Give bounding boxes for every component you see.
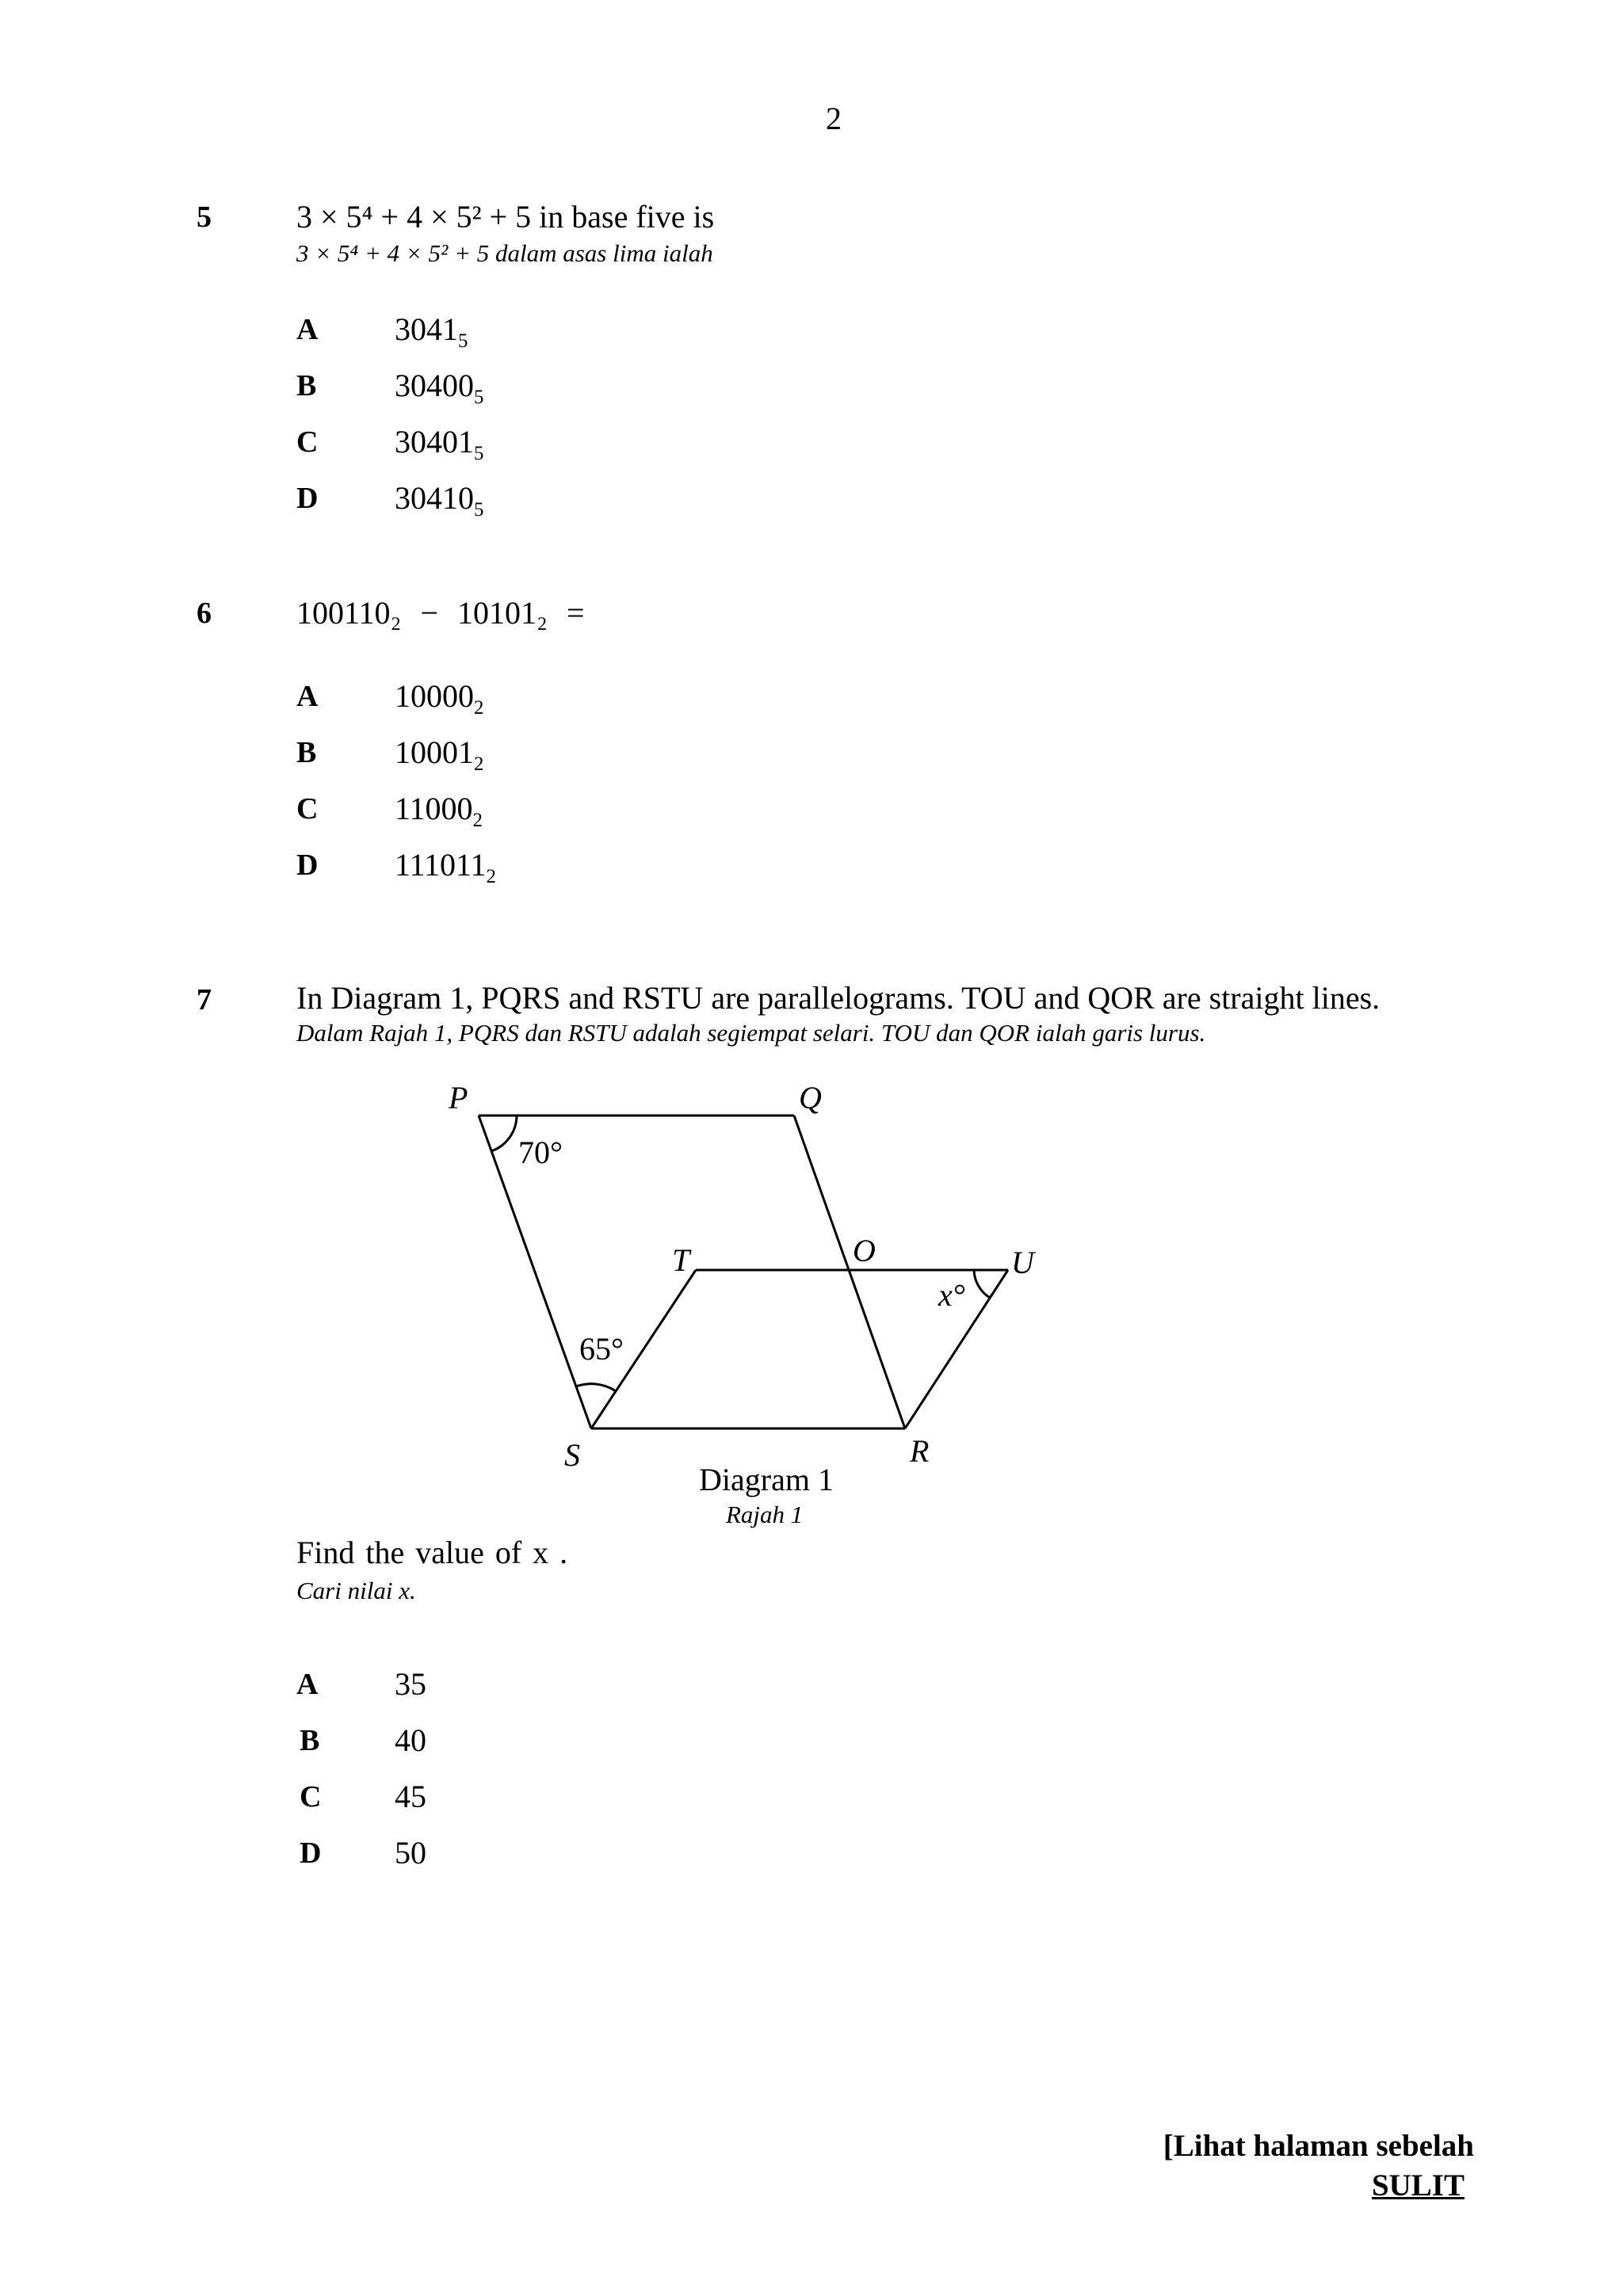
option-letter: D	[296, 482, 319, 515]
option-value: $30401_5$	[395, 424, 484, 464]
option-value: $30400_5$	[395, 368, 484, 408]
option-value: $30410_5$	[395, 480, 484, 521]
question-7-stem-en: In Diagram 1, PQRS and RSTU are parallelograms. TOU and QOR are straight lines.	[296, 980, 1381, 1016]
question-7-stem-ms: Dalam Rajah 1, PQRS dan RSTU adalah segiempat selari. TOU dan QOR ialah garis lurus.	[296, 1019, 1206, 1047]
option-value: $111011_2$	[395, 847, 496, 887]
footer-next-page: [Lihat halaman sebelah	[1163, 2129, 1474, 2163]
question-5-stem-ms: 3 × 5⁴ + 4 × 5² + 5 dalam asas lima ialah	[296, 239, 713, 267]
option-value: $10000_2$	[395, 678, 484, 719]
option-letter: C	[296, 792, 319, 826]
angle-label-p: 70°	[518, 1135, 563, 1170]
label-u: U	[1011, 1245, 1034, 1280]
question-6-number: 6	[197, 597, 212, 630]
label-s: S	[564, 1437, 580, 1473]
question-7-number: 7	[197, 983, 212, 1016]
option-letter: A	[296, 1668, 319, 1701]
option-value: $10001_2$	[395, 734, 484, 775]
question-6-stem: 100110₂ − 10101₂ =	[296, 595, 585, 631]
option-letter: A	[296, 680, 319, 713]
option-letter: D	[300, 1836, 322, 1870]
line-qor	[794, 1116, 905, 1428]
label-o: O	[853, 1233, 876, 1268]
option-letter: B	[300, 1724, 320, 1757]
question-5-stem-en: 3 × 5⁴ + 4 × 5² + 5 in base five is	[296, 199, 715, 235]
footer-classification: SULIT	[1371, 2168, 1465, 2203]
option-letter: A	[296, 313, 319, 346]
diagram-caption-ms: Rajah 1	[726, 1501, 804, 1528]
option-value: 40	[395, 1722, 426, 1758]
angle-label-s: 65°	[579, 1331, 624, 1367]
label-p: P	[449, 1080, 468, 1116]
label-r: R	[910, 1433, 930, 1469]
label-q: Q	[799, 1080, 822, 1116]
angle-arc-s	[576, 1384, 616, 1391]
option-value: $3041_5$	[395, 311, 468, 352]
question-7-prompt-en: Find the value of x .	[296, 1535, 568, 1570]
page-number: 2	[826, 101, 842, 136]
option-letter: C	[296, 425, 319, 459]
diagram-caption-en: Diagram 1	[699, 1462, 834, 1497]
option-letter: B	[296, 736, 317, 769]
angle-arc-u	[974, 1270, 990, 1298]
label-t: T	[672, 1242, 690, 1278]
option-value: $11000_2$	[395, 791, 483, 831]
option-value: 45	[395, 1779, 426, 1814]
question-7-prompt-ms: Cari nilai x.	[296, 1577, 416, 1604]
option-value: 35	[395, 1666, 426, 1702]
option-letter: C	[300, 1780, 322, 1814]
option-letter: D	[296, 849, 319, 882]
angle-arc-p	[491, 1116, 517, 1151]
option-value: 50	[395, 1835, 426, 1871]
angle-label-u: x°	[938, 1277, 965, 1313]
option-letter: B	[296, 369, 317, 402]
question-5-number: 5	[197, 200, 212, 234]
